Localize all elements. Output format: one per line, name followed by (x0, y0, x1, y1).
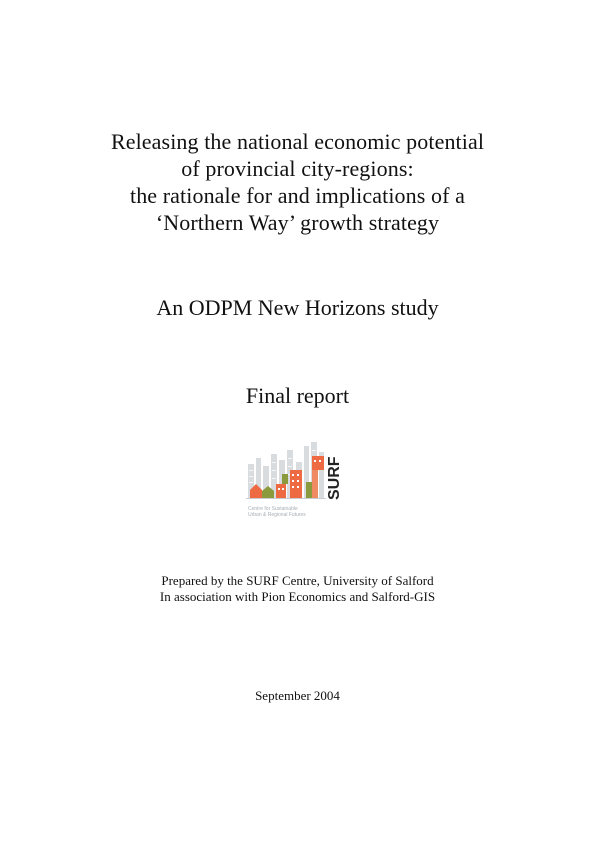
logo-caption (248, 506, 328, 518)
logo-wordmark: SURF (326, 456, 343, 500)
logo-caption-line: Urban & Regional Futures (248, 512, 306, 518)
skyline-orange-block (276, 484, 286, 498)
title-line: ‘Northern Way’ growth strategy (155, 210, 440, 235)
title-line: of provincial city-regions: (181, 156, 414, 181)
skyline-orange-tower (312, 456, 324, 470)
prepared-line: Prepared by the SURF Centre, University of Salford (161, 573, 434, 588)
skyline-ground (246, 498, 326, 499)
report-title (0, 128, 595, 236)
title-line: the rationale for and implications of a (129, 183, 465, 208)
skyline-olive-block (282, 474, 288, 484)
report-date: September 2004 (255, 688, 340, 703)
title-line: Releasing the national economic potential (110, 129, 485, 154)
logo-caption-line: Centre for Sustainable (248, 506, 298, 512)
skyline-orange-tower (312, 470, 318, 498)
prepared-by (0, 573, 595, 605)
prepared-line: In association with Pion Economics and Salford-GIS (159, 589, 436, 604)
skyline-orange-tower (290, 470, 302, 498)
report-subtitle: An ODPM New Horizons study (156, 295, 439, 320)
report-type: Final report (245, 383, 350, 408)
